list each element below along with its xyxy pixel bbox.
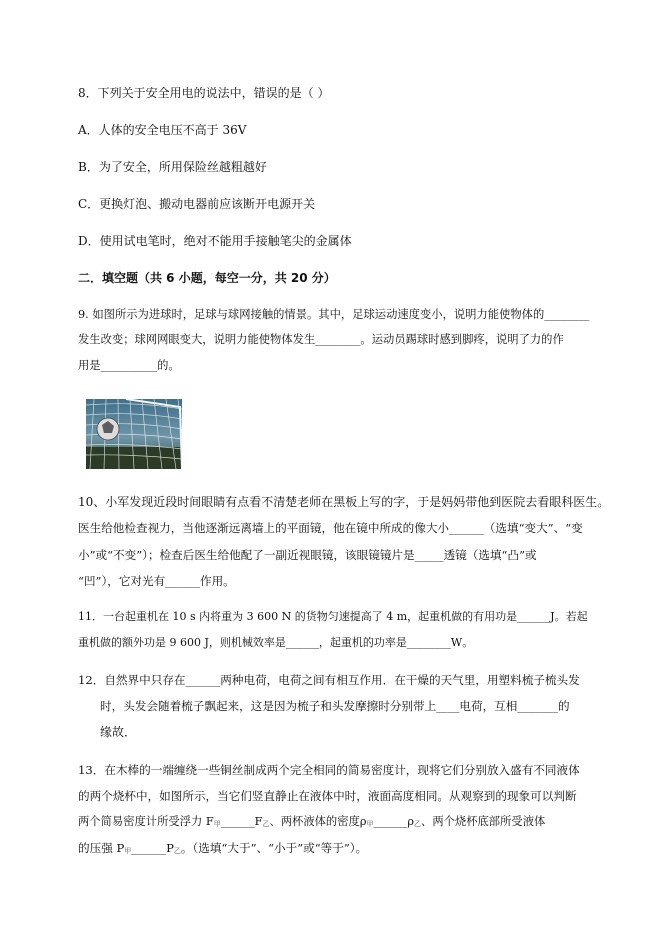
q12-line-2: 时，头发会随着梳子飘起来，这是因为梳子和头发摩擦时分别带上____电荷，互相_______的 (100, 699, 570, 713)
q12-line-1: 12．自然界中只存在______两种电荷，电荷之间有相互作用．在干燥的天气里，用塑料梳子梳头发 (78, 673, 580, 687)
q13-line-4 (78, 840, 367, 859)
q13-line-3-part-3: 、两杯液体的密度ρ (269, 815, 367, 828)
q9-line-1: 9. 如图所示为进球时，足球与球网接触的情景。其中，足球运动速度变小，说明力能使物体的________ (78, 308, 590, 321)
q13-line-3-part-1: 两个简易密度计所受浮力 F (78, 815, 214, 828)
q13-line-3-part-4: ______ρ (373, 815, 415, 828)
q13-line-3-part-2: ______F (220, 815, 263, 828)
q13-line-4-part-2: ______P (131, 841, 174, 855)
q12-line-3: 缘故． (100, 725, 137, 739)
q9-line-3: 用是__________的。 (78, 359, 180, 372)
subscript-yi: 乙 (173, 847, 181, 855)
q13-line-4-part-1: 的压强 P (78, 841, 125, 855)
subscript-yi: 乙 (414, 820, 422, 828)
q8-option-d: D．使用试电笔时，绝对不能用手接触笔尖的金属体 (78, 234, 352, 248)
q13-line-4-part-3: 。（选填“大于”、“小于”或“等于”）。 (180, 841, 368, 855)
q13-line-3-part-5: 、两个烧杯底部所受液体 (421, 815, 546, 828)
soccer-net-image (86, 399, 182, 469)
q8-option-c: C．更换灯泡、搬动电器前应该断开电源开关 (78, 197, 316, 211)
q10-line-3: 小”或“不变”）；检查后医生给他配了一副近视眼镜，该眼镜镜片是_____透镜（选填“凸”或 (78, 548, 537, 562)
q11-line-1: 11．一台起重机在 10 s 内将重为 3 600 N 的货物匀速提高了 4 m，起重机做的有用功是______J。若起 (78, 610, 588, 623)
q8-option-b: B．为了安全，所用保险丝越粗越好 (78, 160, 267, 174)
q13-line-2: 的两个烧杯中，如图所示，当它们竖直静止在液体中时，液面高度相同。从观察到的现象可以判断 (78, 789, 577, 803)
q9-line-2: 发生改变；球网网眼变大，说明力能使物体发生________。运动员踢球时感到脚疼，说明了力的作 (78, 333, 564, 346)
subscript-jia: 甲 (366, 820, 374, 828)
q13-line-1: 13．在木棒的一端缠绕一些铜丝制成两个完全相同的简易密度计，现将它们分别放入盛有不同液体 (78, 763, 580, 777)
q8-option-a: A．人体的安全电压不高于 36V (78, 123, 247, 137)
q10-line-4: “凹”），它对光有______作用。 (78, 574, 235, 588)
q13-line-3 (78, 814, 545, 832)
q10-line-2: 医生给他检查视力，当他逐渐远离墙上的平面镜，他在镜中所成的像大小______（选填“变大”、“变 (78, 521, 583, 535)
soccer-goal-photo (86, 399, 182, 469)
section-2-title: 二．填空题（共 6 小题，每空一分，共 20 分） (78, 271, 336, 285)
q8-stem: 8．下列关于安全用电的说法中，错误的是（ ） (78, 86, 330, 100)
subscript-jia: 甲 (213, 820, 221, 828)
q10-line-1: 10、小军发现近段时间眼睛有点看不清楚老师在黑板上写的字，于是妈妈带他到医院去看眼科医生。 (78, 495, 610, 509)
subscript-jia: 甲 (124, 847, 132, 855)
q11-line-2: 重机做的额外功是 9 600 J，则机械效率是______，起重机的功率是________W。 (78, 636, 474, 649)
subscript-yi: 乙 (262, 820, 270, 828)
